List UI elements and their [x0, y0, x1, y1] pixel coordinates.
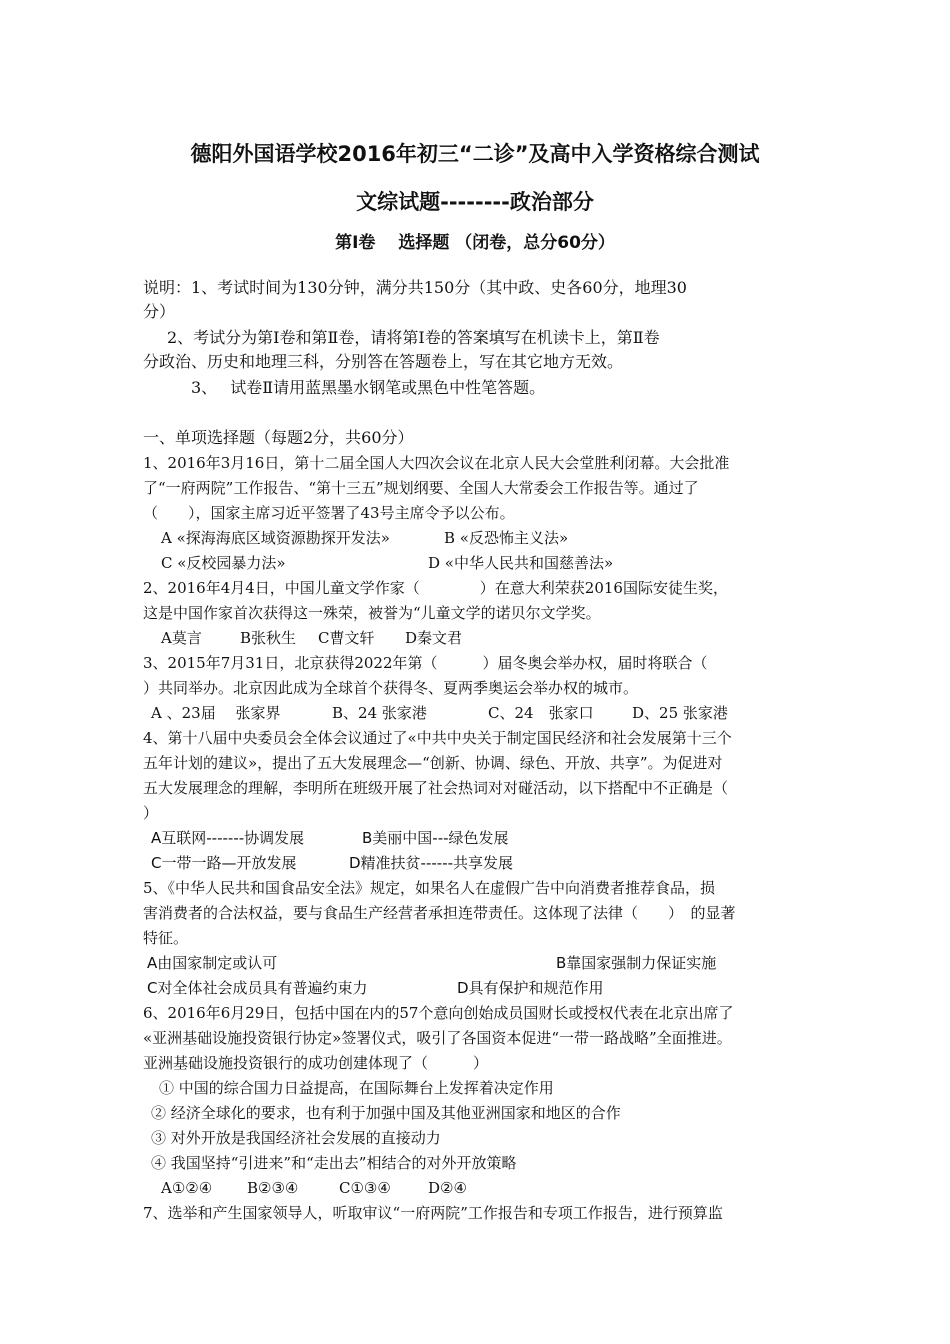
q6-line-2: «亚洲基础设施投资银行协定»签署仪式，吸引了各国资本促进“一带一路战略”全面推进。: [143, 1029, 732, 1047]
q1-option-b: B «反恐怖主义法»: [444, 529, 569, 547]
q3-option-c: C、24 张家口: [488, 704, 594, 722]
note-2-line-1: 2、考试分为第Ⅰ卷和第Ⅱ卷，请将第Ⅰ卷的答案填写在机读卡上，第Ⅱ卷: [167, 328, 660, 347]
q4-line-1: 4、第十八届中央委员会全体会议通过了«中共中央关于制定国民经济和社会发展第十三个: [143, 729, 732, 747]
note-1-line-1: 说明：1、考试时间为130分钟，满分共150分（其中政、史各60分，地理30: [143, 278, 687, 297]
q1-option-a: A «探海海底区域资源勘探开发法»: [161, 529, 390, 547]
q2-line-2: 这是中国作家首次获得这一殊荣，被誉为“儿童文学的诺贝尔文学奖。: [143, 604, 601, 622]
exam-subtitle: 文综试题--------政治部分: [356, 190, 594, 214]
q4-option-c: C一带一路—开放发展: [151, 854, 297, 872]
q4-line-2: 五年计划的建议»，提出了五大发展理念—“创新、协调、绿色、开放、共享”。为促进对: [143, 754, 723, 772]
q3-option-a: A 、23届 张家界: [151, 704, 281, 722]
q3-option-b: B、24 张家港: [332, 704, 427, 722]
q5-option-b: B靠国家强制力保证实施: [556, 954, 717, 972]
q5-option-c: C对全体社会成员具有普遍约束力: [147, 979, 368, 997]
q1-option-c: C «反校园暴力法»: [161, 554, 286, 572]
q4-line-4: ）: [143, 804, 159, 822]
q6-statement-4: ④ 我国坚持“引进来”和“走出去”相结合的对外开放策略: [151, 1154, 517, 1172]
q5-option-a: A由国家制定或认可: [147, 954, 278, 972]
q4-option-a: A互联网-------协调发展: [151, 829, 305, 847]
q1-line-1: 1、2016年3月16日，第十二届全国人大四次会议在北京人民大会堂胜利闭幕。大会批准: [143, 454, 730, 472]
part-1-heading: 一、单项选择题（每题2分，共60分）: [143, 428, 414, 447]
q5-line-3: 特征。: [143, 929, 189, 947]
q6-statement-3: ③ 对外开放是我国经济社会发展的直接动力: [151, 1129, 441, 1147]
q7-line-1: 7、选举和产生国家领导人，听取审议“一府两院”工作报告和专项工作报告，进行预算监: [143, 1204, 723, 1222]
q5-line-2: 害消费者的合法权益，要与食品生产经营者承担连带责任。这体现了法律（ ） 的显著: [143, 904, 736, 922]
q3-line-2: ）共同举办。北京因此成为全球首个获得冬、夏两季奥运会举办权的城市。: [143, 679, 639, 697]
q4-option-d: D精准扶贫------共享发展: [349, 854, 514, 872]
q1-line-2: 了“一府两院”工作报告、“第十三五”规划纲要、全国人大常委会工作报告等。通过了: [143, 479, 699, 497]
q4-option-b: B美丽中国---绿色发展: [362, 829, 509, 847]
note-2-line-2: 分政治、历史和地理三科，分别答在答题卷上，写在其它地方无效。: [143, 352, 624, 371]
q2-line-1: 2、2016年4月4日，中国儿童文学作家（ ）在意大利荣获2016国际安徒生奖，: [143, 579, 728, 597]
q5-line-1: 5、《中华人民共和国食品安全法》规定，如果名人在虚假广告中向消费者推荐食品，损: [143, 879, 716, 897]
q3-line-1: 3、2015年7月31日，北京获得2022年第（ ）届冬奥会举办权，届时将联合（: [143, 654, 708, 672]
q2-option-d: D秦文君: [405, 629, 463, 647]
q1-line-3: （ ），国家主席习近平签署了43号主席令予以公布。: [143, 504, 515, 522]
q6-option-d: D②④: [428, 1179, 467, 1197]
q6-option-a: A①②④: [161, 1179, 213, 1197]
q6-statement-2: ② 经济全球化的要求，也有利于加强中国及其他亚洲国家和地区的合作: [151, 1104, 621, 1122]
q5-option-d: D具有保护和规范作用: [457, 979, 604, 997]
q2-option-a: A莫言: [161, 629, 202, 647]
note-1-line-2: 分）: [143, 302, 176, 321]
exam-title: 德阳外国语学校2016年初三“二诊”及高中入学资格综合测试: [190, 142, 760, 166]
note-3: 3、 试卷Ⅱ请用蓝黑墨水钢笔或黑色中性笔答题。: [191, 378, 546, 397]
q6-option-b: B②③④: [247, 1179, 299, 1197]
q2-option-b: B张秋生: [240, 629, 297, 647]
q6-line-1: 6、2016年6月29日，包括中国在内的57个意向创始成员国财长或授权代表在北京出席了: [143, 1004, 734, 1022]
q6-line-3: 亚洲基础设施投资银行的成功创建体现了（ ）: [143, 1054, 489, 1072]
section-heading: 第Ⅰ卷 选择题 （闭卷，总分60分）: [335, 233, 615, 253]
q2-option-c: C曹文轩: [318, 629, 375, 647]
q6-statement-1: ① 中国的综合国力日益提高，在国际舞台上发挥着决定作用: [159, 1079, 554, 1097]
q6-option-c: C①③④: [339, 1179, 391, 1197]
q1-option-d: D «中华人民共和国慈善法»: [428, 554, 614, 572]
q4-line-3: 五大发展理念的理解，李明所在班级开展了社会热词对对碰活动，以下搭配中不正确是（: [143, 779, 729, 797]
q3-option-d: D、25 张家港: [632, 704, 728, 722]
